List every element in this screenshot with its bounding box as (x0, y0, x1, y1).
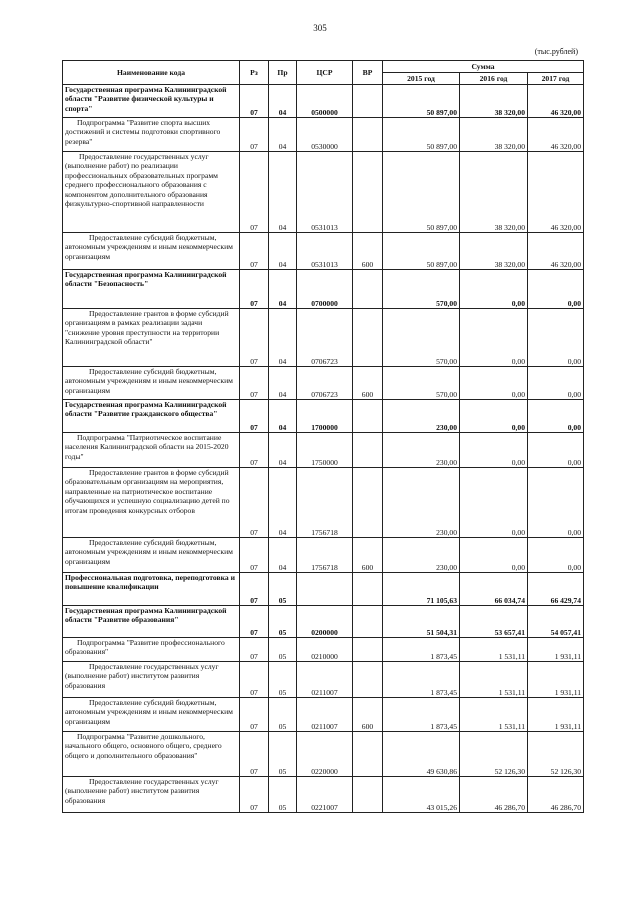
row-amount-2016: 1 531,11 (460, 638, 528, 662)
row-amount-2016: 53 657,41 (460, 606, 528, 638)
row-vr (353, 118, 383, 152)
row-amount-2017: 0,00 (528, 270, 584, 309)
row-csr: 0210000 (297, 638, 353, 662)
row-amount-2016: 0,00 (460, 309, 528, 367)
row-csr: 1756718 (297, 468, 353, 538)
header-2016: 2016 год (460, 73, 528, 85)
table-row (63, 732, 584, 777)
row-amount-2016: 0,00 (460, 538, 528, 573)
row-amount-2017: 0,00 (528, 367, 584, 400)
row-amount-2017: 1 931,11 (528, 662, 584, 698)
table-row (63, 85, 584, 118)
row-amount-2017: 66 429,74 (528, 573, 584, 606)
units-note: (тыс.рублей) (534, 47, 578, 56)
row-amount-2015: 71 105,63 (383, 573, 460, 606)
table-row (63, 606, 584, 638)
row-pr: 04 (269, 309, 297, 367)
row-pr: 04 (269, 400, 297, 433)
row-name: Государственная программа Калининградской области "Развитие образования" (63, 606, 240, 638)
row-amount-2015: 51 504,31 (383, 606, 460, 638)
row-rz: 07 (240, 698, 269, 732)
row-amount-2017: 1 931,11 (528, 638, 584, 662)
row-csr: 0706723 (297, 309, 353, 367)
table-row (63, 638, 584, 662)
row-amount-2016: 38 320,00 (460, 152, 528, 233)
row-rz: 07 (240, 777, 269, 813)
row-csr: 0200000 (297, 606, 353, 638)
row-name: Подпрограмма "Патриотическое воспитание населения Калининградской области на 2015-2020 годы" (63, 433, 240, 468)
row-vr (353, 662, 383, 698)
row-rz: 07 (240, 309, 269, 367)
header-pr: Пр (269, 61, 297, 85)
row-csr: 0221007 (297, 777, 353, 813)
page-number: 305 (313, 23, 327, 33)
table-row (63, 400, 584, 433)
table-row (63, 433, 584, 468)
row-amount-2015: 1 873,45 (383, 662, 460, 698)
row-vr (353, 309, 383, 367)
row-pr: 04 (269, 538, 297, 573)
header-rz: Рз (240, 61, 269, 85)
row-name: Предоставление субсидий бюджетным, автономным учреждениям и иным некоммерческим организациям (63, 367, 240, 400)
row-csr: 1750000 (297, 433, 353, 468)
row-pr: 04 (269, 367, 297, 400)
row-csr: 0500000 (297, 85, 353, 118)
table-row (63, 573, 584, 606)
row-name: Подпрограмма "Развитие спорта высших достижений и системы подготовки спортивного резерва" (63, 118, 240, 152)
row-rz: 07 (240, 270, 269, 309)
row-amount-2015: 49 630,86 (383, 732, 460, 777)
row-amount-2015: 230,00 (383, 538, 460, 573)
row-name: Предоставление государственных услуг (выполнение работ) институтом развития образования (63, 662, 240, 698)
row-rz: 07 (240, 538, 269, 573)
row-amount-2017: 0,00 (528, 309, 584, 367)
row-name: Предоставление субсидий бюджетным, автономным учреждениям и иным некоммерческим организациям (63, 233, 240, 270)
row-csr: 0530000 (297, 118, 353, 152)
row-csr: 0531013 (297, 233, 353, 270)
table-row (63, 538, 584, 573)
table-row (63, 698, 584, 732)
row-amount-2015: 50 897,00 (383, 118, 460, 152)
row-vr (353, 400, 383, 433)
row-pr: 04 (269, 152, 297, 233)
row-amount-2016: 38 320,00 (460, 85, 528, 118)
row-rz: 07 (240, 433, 269, 468)
row-vr (353, 732, 383, 777)
header-2015: 2015 год (383, 73, 460, 85)
header-vr: ВР (353, 61, 383, 85)
row-vr: 600 (353, 538, 383, 573)
row-amount-2016: 0,00 (460, 400, 528, 433)
row-csr: 1700000 (297, 400, 353, 433)
row-rz: 07 (240, 732, 269, 777)
row-vr (353, 270, 383, 309)
row-rz: 07 (240, 85, 269, 118)
row-csr: 0531013 (297, 152, 353, 233)
row-amount-2016: 66 034,74 (460, 573, 528, 606)
row-rz: 07 (240, 638, 269, 662)
row-amount-2016: 0,00 (460, 367, 528, 400)
row-rz: 07 (240, 606, 269, 638)
row-amount-2017: 46 320,00 (528, 233, 584, 270)
row-rz: 07 (240, 468, 269, 538)
row-pr: 05 (269, 573, 297, 606)
row-vr (353, 468, 383, 538)
row-pr: 04 (269, 433, 297, 468)
header-sum: Сумма (383, 61, 584, 73)
row-pr: 05 (269, 698, 297, 732)
row-rz: 07 (240, 573, 269, 606)
table-row (63, 662, 584, 698)
row-rz: 07 (240, 662, 269, 698)
header-csr: ЦСР (297, 61, 353, 85)
row-rz: 07 (240, 233, 269, 270)
row-pr: 04 (269, 270, 297, 309)
row-amount-2017: 0,00 (528, 400, 584, 433)
row-amount-2016: 46 286,70 (460, 777, 528, 813)
row-amount-2015: 570,00 (383, 309, 460, 367)
row-amount-2015: 1 873,45 (383, 698, 460, 732)
row-amount-2016: 1 531,11 (460, 662, 528, 698)
row-amount-2017: 46 320,00 (528, 85, 584, 118)
row-rz: 07 (240, 367, 269, 400)
row-amount-2017: 0,00 (528, 538, 584, 573)
row-name: Подпрограмма "Развитие дошкольного, начального общего, основного общего, среднего общего и дополнительного образования" (63, 732, 240, 777)
row-amount-2015: 230,00 (383, 433, 460, 468)
row-amount-2015: 570,00 (383, 367, 460, 400)
table-row (63, 367, 584, 400)
row-vr (353, 777, 383, 813)
row-amount-2016: 52 126,30 (460, 732, 528, 777)
row-amount-2015: 50 897,00 (383, 85, 460, 118)
row-amount-2017: 0,00 (528, 468, 584, 538)
row-name: Государственная программа Калининградской области "Безопасность" (63, 270, 240, 309)
row-rz: 07 (240, 118, 269, 152)
row-csr: 0700000 (297, 270, 353, 309)
row-csr: 1756718 (297, 538, 353, 573)
table-row (63, 468, 584, 538)
row-vr: 600 (353, 233, 383, 270)
table-row (63, 309, 584, 367)
row-amount-2015: 50 897,00 (383, 233, 460, 270)
row-amount-2017: 46 320,00 (528, 118, 584, 152)
row-amount-2015: 570,00 (383, 270, 460, 309)
row-pr: 05 (269, 638, 297, 662)
row-vr (353, 638, 383, 662)
row-amount-2017: 54 057,41 (528, 606, 584, 638)
row-amount-2015: 50 897,00 (383, 152, 460, 233)
row-rz: 07 (240, 400, 269, 433)
row-pr: 04 (269, 85, 297, 118)
row-pr: 05 (269, 662, 297, 698)
row-name: Предоставление грантов в форме субсидий образовательным организациям на мероприятия, направленные на патриотическое воспитание обучающихся и успешную социализацию детей по итогам проведения конкурсных отборов (63, 468, 240, 538)
row-vr: 600 (353, 698, 383, 732)
row-pr: 04 (269, 468, 297, 538)
header-2017: 2017 год (528, 73, 584, 85)
row-vr (353, 606, 383, 638)
row-vr (353, 152, 383, 233)
row-amount-2016: 38 320,00 (460, 233, 528, 270)
row-name: Подпрограмма "Развитие профессионального образования" (63, 638, 240, 662)
row-csr: 0211007 (297, 698, 353, 732)
table-row (63, 777, 584, 813)
row-vr: 600 (353, 367, 383, 400)
row-vr (353, 573, 383, 606)
row-name: Предоставление государственных услуг (выполнение работ) институтом развития образования (63, 777, 240, 813)
row-amount-2016: 0,00 (460, 433, 528, 468)
row-amount-2017: 46 320,00 (528, 152, 584, 233)
row-amount-2015: 230,00 (383, 468, 460, 538)
row-csr: 0706723 (297, 367, 353, 400)
table-row (63, 118, 584, 152)
row-pr: 05 (269, 732, 297, 777)
row-pr: 05 (269, 606, 297, 638)
row-amount-2016: 38 320,00 (460, 118, 528, 152)
row-pr: 04 (269, 233, 297, 270)
row-name: Предоставление субсидий бюджетным, автономным учреждениям и иным некоммерческим организациям (63, 538, 240, 573)
table-row (63, 270, 584, 309)
row-name: Профессиональная подготовка, переподготовка и повышение квалификации (63, 573, 240, 606)
budget-table (62, 60, 584, 813)
row-vr (353, 433, 383, 468)
row-amount-2016: 0,00 (460, 270, 528, 309)
row-amount-2017: 0,00 (528, 433, 584, 468)
row-csr: 0211007 (297, 662, 353, 698)
row-amount-2015: 43 015,26 (383, 777, 460, 813)
row-amount-2016: 0,00 (460, 468, 528, 538)
table-row (63, 152, 584, 233)
row-pr: 04 (269, 118, 297, 152)
row-vr (353, 85, 383, 118)
row-amount-2017: 52 126,30 (528, 732, 584, 777)
row-amount-2017: 1 931,11 (528, 698, 584, 732)
row-csr: 0220000 (297, 732, 353, 777)
row-csr (297, 573, 353, 606)
row-amount-2015: 1 873,45 (383, 638, 460, 662)
row-rz: 07 (240, 152, 269, 233)
row-name: Предоставление государственных услуг (выполнение работ) по реализации профессиональных образовательных программ среднего профессионального образования с компонентом дополнительного образования физкультурно-спортивной направленности (63, 152, 240, 233)
row-pr: 05 (269, 777, 297, 813)
row-amount-2015: 230,00 (383, 400, 460, 433)
table-row (63, 233, 584, 270)
row-name: Государственная программа Калининградской области "Развитие гражданского общества" (63, 400, 240, 433)
row-name: Предоставление субсидий бюджетным, автономным учреждениям и иным некоммерческим организациям (63, 698, 240, 732)
row-name: Предоставление грантов в форме субсидий организациям в рамках реализации задачи "снижение уровня преступности на территории Калининградской области" (63, 309, 240, 367)
row-amount-2017: 46 286,70 (528, 777, 584, 813)
table-body (63, 85, 584, 813)
row-name: Государственная программа Калининградской области "Развитие физической культуры и спорта" (63, 85, 240, 118)
header-name: Наименование кода (63, 61, 240, 85)
row-amount-2016: 1 531,11 (460, 698, 528, 732)
